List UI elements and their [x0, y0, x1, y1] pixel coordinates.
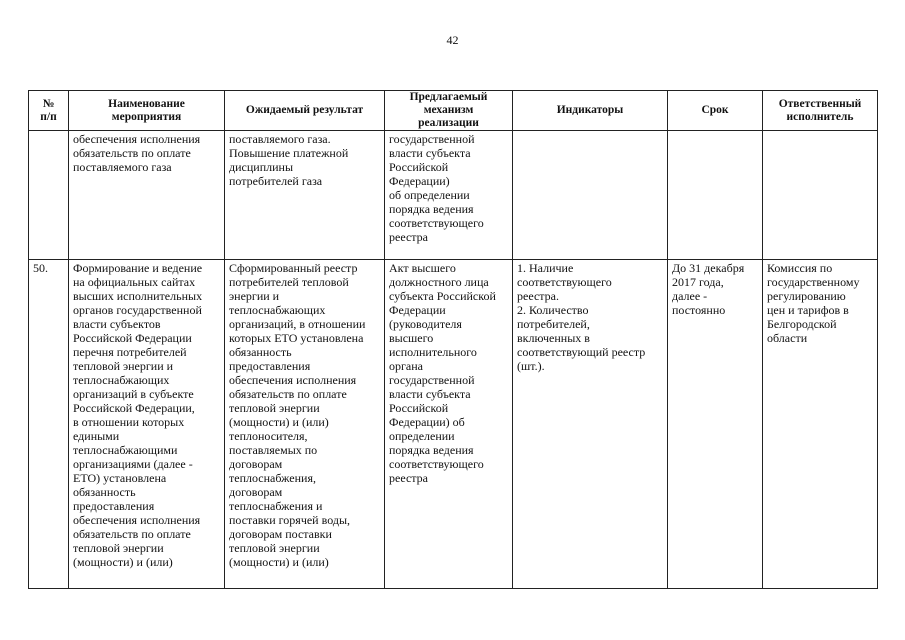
- cell-measure-name: обеспечения исполнения обязательств по оплате поставляемого газа: [69, 131, 225, 260]
- header-mechanism: Предлагаемый механизм реализации: [385, 91, 513, 131]
- cell-indicators: 1. Наличие соответствующего реестра. 2. Количество потребителей, включенных в соответствующий реестр (шт.).: [513, 260, 668, 589]
- header-number: № п/п: [29, 91, 69, 131]
- cell-deadline: [668, 131, 763, 260]
- cell-number: [29, 131, 69, 260]
- header-expected-result: Ожидаемый результат: [225, 91, 385, 131]
- cell-measure-name: Формирование и ведение на официальных сайтах высших исполнительных органов государственной власти субъектов Российской Федерации перечня потребителей тепловой энергии и теплоснабжающих организаций в субъекте Российской Федерации, в отношении которых едиными теплоснабжающими организациями (далее - ЕТО) установлена обязанность предоставления обеспечения исполнения обязательств по оплате тепловой энергии (мощности) и (или): [69, 260, 225, 589]
- cell-expected-result: Сформированный реестр потребителей тепловой энергии и теплоснабжающих организаций, в отношении которых ЕТО установлена обязанность предоставления обеспечения исполнения обязательств по оплате тепловой энергии (мощности) и (или) теплоносителя, поставляемых по договорам теплоснабжения, договорам теплоснабжения и поставки горячей воды, договорам поставки тепловой энергии (мощности) и (или): [225, 260, 385, 589]
- table-row: [29, 131, 878, 260]
- cell-indicators: [513, 131, 668, 260]
- header-measure-name: Наименование мероприятия: [69, 91, 225, 131]
- header-deadline: Срок: [668, 91, 763, 131]
- page-number: 42: [446, 33, 459, 47]
- cell-responsible: [763, 131, 878, 260]
- cell-mechanism: Акт высшего должностного лица субъекта Российской Федерации (руководителя высшего исполнительного органа государственной власти субъекта Российской Федерации) об определении порядка ведения соответствующего реестра: [385, 260, 513, 589]
- table-header-row: [29, 91, 878, 131]
- table-row: [29, 260, 878, 589]
- header-indicators: Индикаторы: [513, 91, 668, 131]
- cell-mechanism: государственной власти субъекта Российской Федерации) об определении порядка ведения соответствующего реестра: [385, 131, 513, 260]
- cell-responsible: Комиссия по государственному регулированию цен и тарифов в Белгородской области: [763, 260, 878, 589]
- header-responsible: Ответственный исполнитель: [763, 91, 878, 131]
- cell-deadline: До 31 декабря 2017 года, далее - постоянно: [668, 260, 763, 589]
- measures-table: [28, 90, 878, 589]
- cell-expected-result: поставляемого газа. Повышение платежной дисциплины потребителей газа: [225, 131, 385, 260]
- cell-number: 50.: [29, 260, 69, 589]
